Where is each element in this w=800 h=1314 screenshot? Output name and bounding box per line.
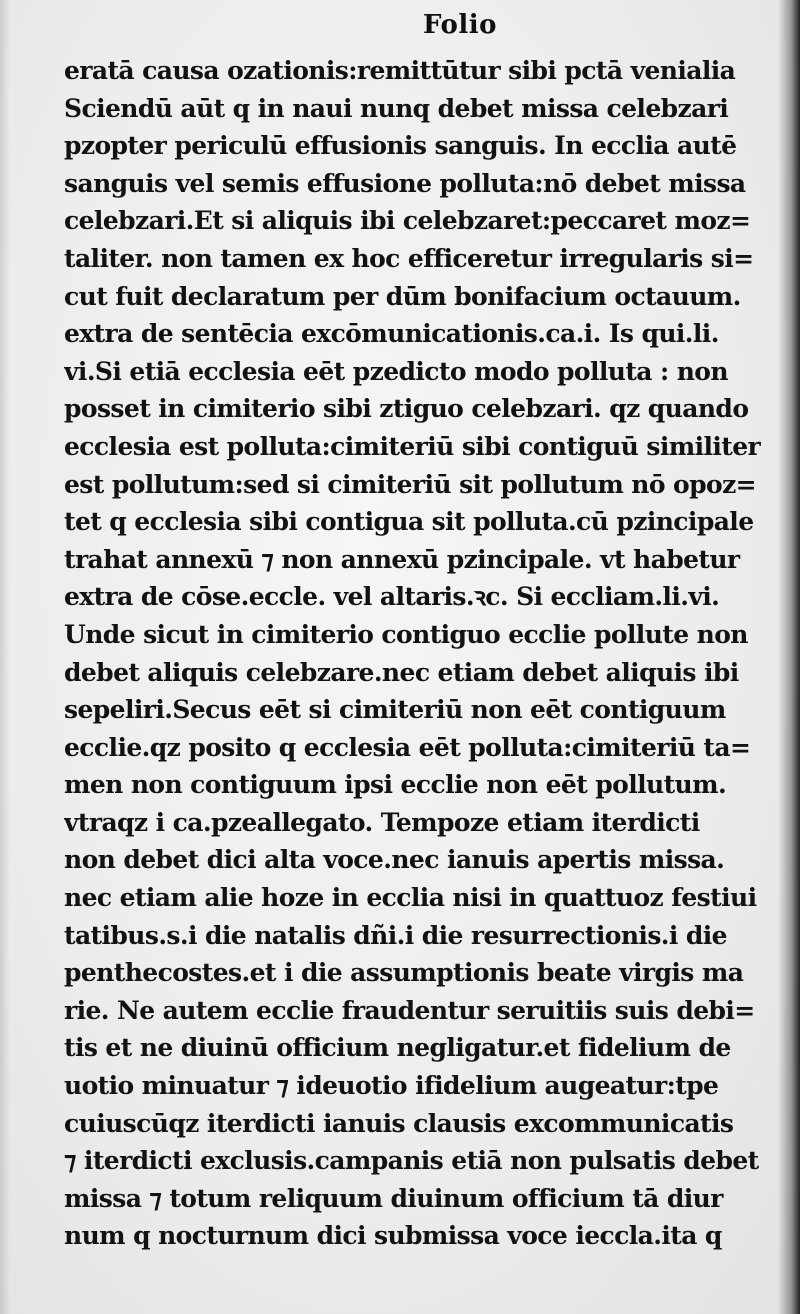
text-line: extra de sentēcia excōmunicationis.ca.i. Is qui.li. xyxy=(64,319,719,349)
text-body xyxy=(64,52,776,1255)
text-line: celebzari.Et si aliquis ibi celebzaret:peccaret moz= xyxy=(64,206,751,236)
text-line: sanguis vel semis effusione polluta:nō debet missa xyxy=(64,168,746,198)
text-line: posset in cimiterio sibi ztiguo celebzari. qz quando xyxy=(64,394,749,424)
text-line: nec etiam alie hoze in ecclia nisi in quattuoz festiui xyxy=(64,883,757,913)
text-line: rie. Ne autem ecclie fraudentur seruitiis suis debi= xyxy=(64,995,755,1025)
text-line: Sciendū aūt q in naui nunq debet missa celebzari xyxy=(64,93,729,123)
text-line: ecclie.qz posito q ecclesia eēt polluta:cimiteriū ta= xyxy=(64,732,751,762)
page-header xyxy=(0,10,800,40)
text-line: uotio minuatur ⁊ ideuotio ifidelium augeatur:tpe xyxy=(64,1071,719,1101)
page-gutter-shadow xyxy=(778,0,800,1314)
folio-heading: Folio xyxy=(423,10,497,40)
text-line: tet q ecclesia sibi contigua sit polluta.cū pzincipale xyxy=(64,507,754,537)
text-line: pzopter periculū effusionis sanguis. In ecclia autē xyxy=(64,131,737,161)
text-line: tatibus.s.i die natalis dñi.i die resurrectionis.i die xyxy=(64,920,727,950)
text-line: Unde sicut in cimiterio contiguo ecclie pollute non xyxy=(64,619,748,649)
text-line: est pollutum:sed si cimiteriū sit pollutum nō opoz= xyxy=(64,469,757,499)
text-line: missa ⁊ totum reliquum diuinum officium tā diur xyxy=(64,1183,723,1213)
text-line: taliter. non tamen ex hoc efficeretur irregularis si= xyxy=(64,243,754,273)
text-line: cut fuit declaratum per dūm bonifacium octauum. xyxy=(64,281,741,311)
text-line: ecclesia est polluta:cimiteriū sibi contiguū similiter xyxy=(64,431,761,461)
text-line: eratā causa ozationis:remittūtur sibi pctā venialia xyxy=(64,56,736,85)
text-line: sepeliri.Secus eēt si cimiteriū non eēt contiguum xyxy=(64,695,726,725)
text-line: ⁊ iterdicti exclusis.campanis etiā non pulsatis debet xyxy=(64,1146,759,1176)
text-line: cuiuscūqz iterdicti ianuis clausis excommunicatis xyxy=(64,1108,734,1138)
text-line: vtraqz i ca.pzeallegato. Tempoze etiam iterdicti xyxy=(64,807,700,837)
page-left-edge-shadow xyxy=(0,0,10,1314)
text-line: vi.Si etiā ecclesia eēt pzedicto modo polluta : non xyxy=(64,356,728,386)
text-line: men non contiguum ipsi ecclie non eēt pollutum. xyxy=(64,770,727,800)
text-line: non debet dici alta voce.nec ianuis apertis missa. xyxy=(64,845,725,875)
text-line: extra de cōse.eccle. vel altaris.ꝛc. Si eccliam.li.vi. xyxy=(64,582,720,612)
text-line: num q nocturnum dici submissa voce ieccla.ita q xyxy=(64,1221,722,1251)
text-line: debet aliquis celebzare.nec etiam debet aliquis ibi xyxy=(64,657,739,687)
text-line: trahat annexū ⁊ non annexū pzincipale. vt habetur xyxy=(64,544,740,574)
text-line: penthecostes.et i die assumptionis beate virgis ma xyxy=(64,958,744,988)
text-line: tis et ne diuinū officium negligatur.et fidelium de xyxy=(64,1033,731,1063)
